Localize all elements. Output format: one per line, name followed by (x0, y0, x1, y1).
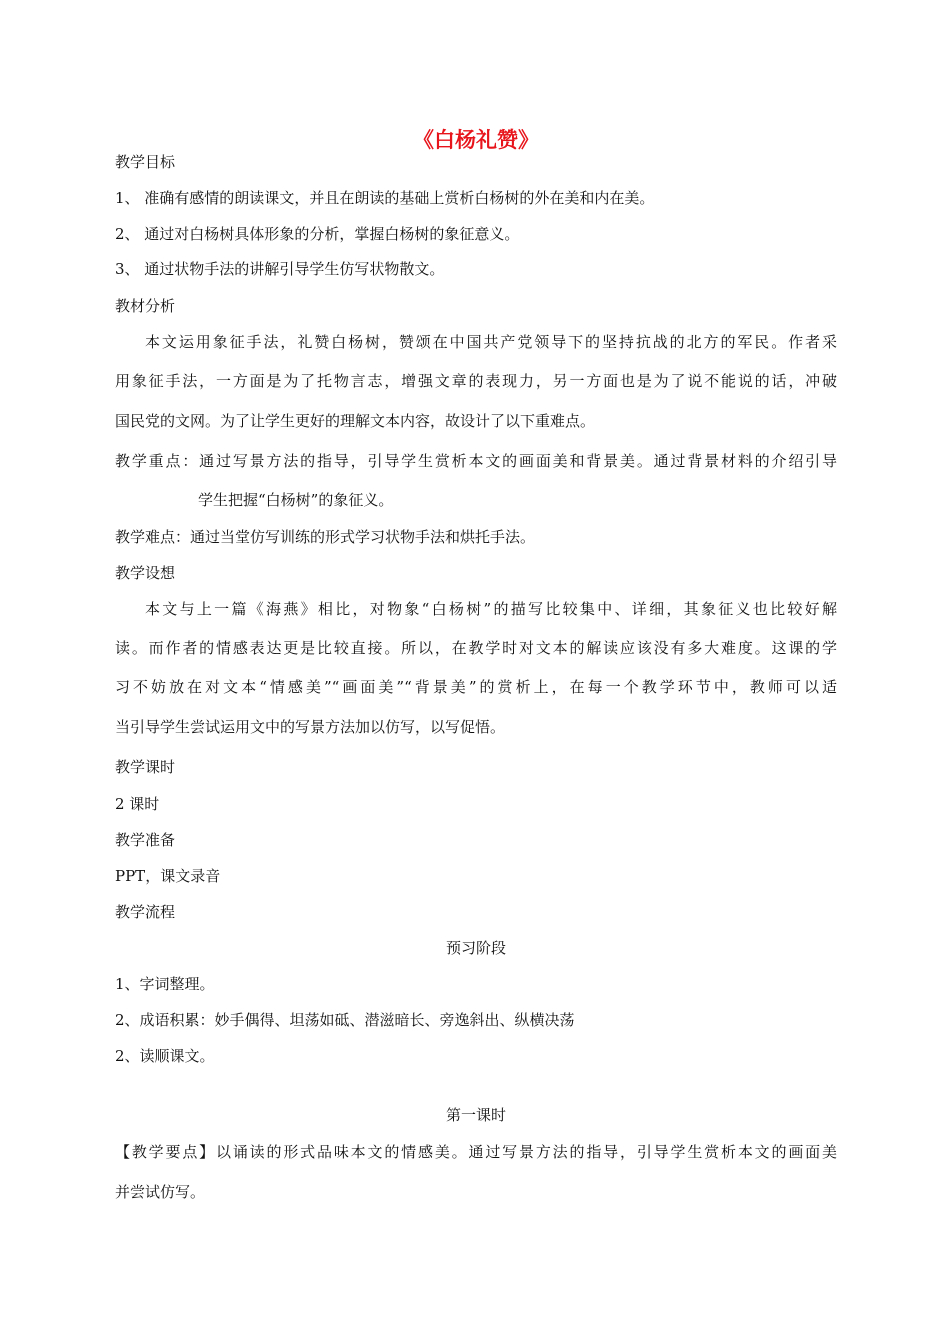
goal-item-1: 1、 准确有感情的朗读课文，并且在朗读的基础上赏析白杨树的外在美和内在美。 (115, 189, 655, 207)
key-point-line-1: 教学重点：通过写景方法的指导，引导学生赏析本文的画面美和背景美。通过背景材料的介绍引导 (115, 452, 837, 470)
prep-value: PPT，课文录音 (115, 867, 221, 885)
goals-heading: 教学目标 (115, 153, 176, 171)
concept-line-1: 本文与上一篇《海燕》相比，对物象“白杨树”的描写比较集中、详细，其象征义也比较好解 (145, 600, 837, 618)
concept-heading: 教学设想 (115, 564, 176, 582)
analysis-heading: 教材分析 (115, 297, 176, 315)
prep-heading: 教学准备 (115, 831, 176, 849)
document-title: 《白杨礼赞》 (413, 127, 539, 152)
goal-item-2: 2、 通过对白杨树具体形象的分析，掌握白杨树的象征意义。 (115, 225, 520, 243)
analysis-line-3: 国民党的文网。为了让学生更好的理解文本内容，故设计了以下重难点。 (115, 412, 596, 430)
preview-item-3: 2、读顺课文。 (115, 1047, 215, 1065)
analysis-line-2: 用象征手法，一方面是为了托物言志，增强文章的表现力，另一方面也是为了说不能说的话，冲破 (115, 372, 837, 390)
concept-line-3: 习不妨放在对文本“情感美”“画面美”“背景美”的赏析上，在每一个教学环节中，教师可以适 (115, 678, 837, 696)
preview-item-2: 2、成语积累：妙手偶得、坦荡如砥、潜滋暗长、旁逸斜出、纵横决荡 (115, 1011, 575, 1029)
flow-heading: 教学流程 (115, 903, 176, 921)
concept-line-2: 读。而作者的情感表达更是比较直接。所以，在教学时对文本的解读应该没有多大难度。这课的学 (115, 639, 837, 657)
key-point-line-2: 学生把握“白杨树”的象征义。 (198, 491, 394, 509)
hours-value: 2 课时 (115, 795, 160, 813)
preview-item-1: 1、字词整理。 (115, 975, 215, 993)
lesson-one-heading: 第一课时 (445, 1106, 506, 1124)
lesson-one-point-line-1: 【教学要点】以诵读的形式品味本文的情感美。通过写景方法的指导，引导学生赏析本文的画面美 (115, 1143, 837, 1161)
concept-line-4: 当引导学生尝试运用文中的写景方法加以仿写，以写促悟。 (115, 718, 506, 736)
preview-stage-heading: 预习阶段 (445, 939, 506, 957)
difficulty-line: 教学难点：通过当堂仿写训练的形式学习状物手法和烘托手法。 (115, 528, 536, 546)
lesson-one-point-line-2: 并尝试仿写。 (115, 1183, 206, 1201)
goal-item-3: 3、 通过状物手法的讲解引导学生仿写状物散文。 (115, 260, 445, 278)
hours-heading: 教学课时 (115, 758, 176, 776)
analysis-line-1: 本文运用象征手法，礼赞白杨树，赞颂在中国共产党领导下的坚持抗战的北方的军民。作者采 (145, 333, 837, 351)
